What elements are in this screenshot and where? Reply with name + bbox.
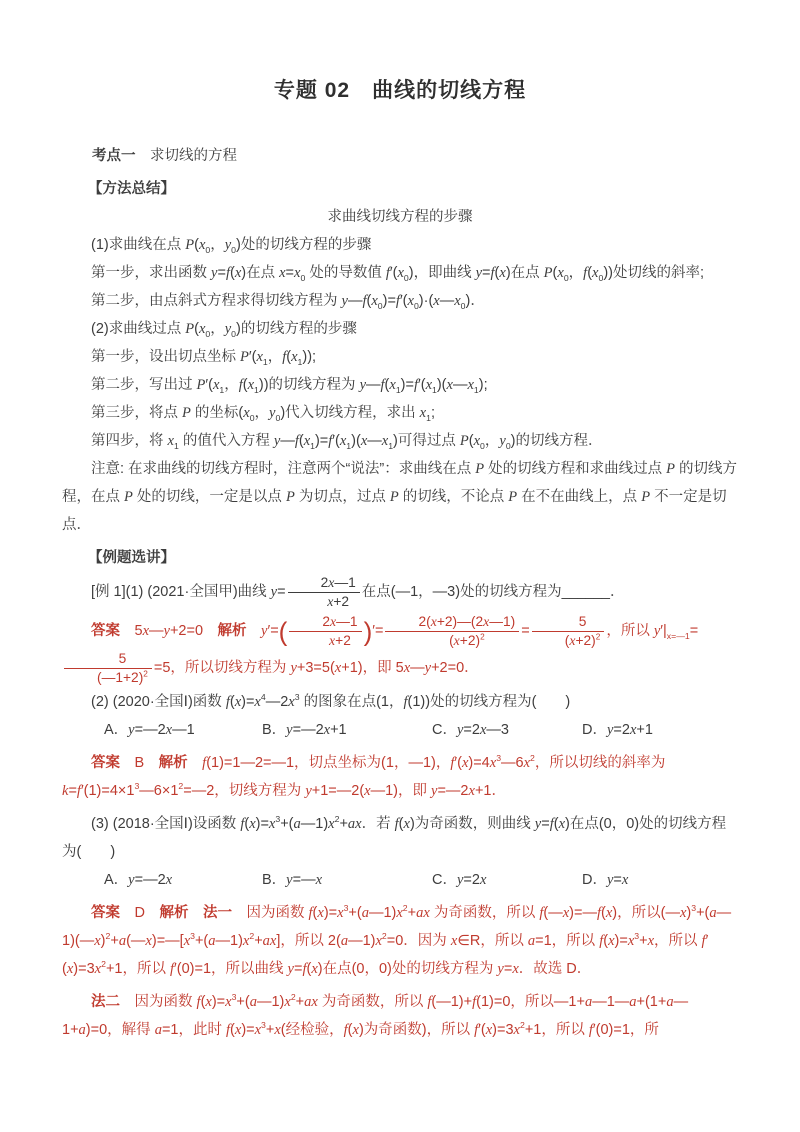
option-a: A．y=—2x	[104, 872, 173, 889]
option-c: C．y=2x	[432, 872, 487, 889]
paragraph-step2-second: 第二步，写出过 $P'(x_1$，$f(x_1)$)的切线方程为 $y—f(x_1)=f'(x_1)(x—x_1)$;	[91, 377, 488, 395]
paragraph-step-intro-2: (2)求曲线过点 $P(x_0$，$y_0$)的切线方程的步骤	[91, 321, 357, 339]
steps-title: 求曲线切线方程的步骤	[327, 209, 473, 225]
section-heading-kaodian: 考点一 求切线的方程	[92, 148, 237, 164]
option-c: C．y=2x—3	[432, 722, 509, 739]
example3-answer-method1: 答案 D 解析 法一 因为函数 $f(x)=x^3+(a—1)x^2+ax$ 为奇函数，所以 f(—x)=—f(x)，所以$(—x)^3+(a—1)(—x)^2+a(—x)=—[x^3+(a—1)x^2+ax]$，所以 $2(a—1)x^2=0$．因为 x∈R，所以 a=1，所以 $f(x)=x^3+x$，所以 $f'(x)=3x^2+1$，所以 f′(0)=1，所以曲线 y=f(x)在点(0，0)处的切线方程为 y=x．故选 D．	[62, 903, 732, 978]
page-title: 专题 02 曲线的切线方程	[273, 79, 527, 102]
example2-question: (2) (2020·全国Ⅰ)函数 $f(x)=x^4—2x^3$ 的图象在点(1，f(1))处的切线方程为( )	[91, 692, 571, 711]
paragraph-step2-third: 第三步，将点 P 的坐标($x_0$，$y_0$)代入切线方程，求出 $x_1$;	[91, 405, 435, 423]
paragraph-step-intro-1: (1)求曲线在点 $P(x_0$，$y_0$)处的切线方程的步骤	[91, 237, 372, 255]
option-b: B．y=—x	[262, 872, 323, 889]
example1-question: [例 1](1) (2021·全国甲)曲线 y= $\frac{2x—1}{x+2}$ 在点(—1，—3)处的切线方程为______．	[91, 575, 625, 609]
paragraph-note: 注意: 在求曲线的切线方程时，注意两个“说法”：求曲线在点 P 处的切线方程和求曲线过点 P 的切线方程，在点 P 处的切线，一定是以点 P 为切点，过点 P 的切线，不论点 P 在不在曲线上，点 P 不一定是切点．	[62, 461, 738, 533]
option-a: A．y=—2x—1	[104, 722, 195, 739]
example2-options	[62, 716, 738, 744]
paragraph-step2-first: 第一步，设出切点坐标 $P'(x_1$，$f(x_1)$);	[91, 349, 317, 367]
paragraph-step2-fourth: 第四步，将 $x_1$ 的值代入方程 $y—f(x_1)=f'(x_1)(x—x_1)$可得过点 $P(x_0$，$y_0$)的切线方程．	[91, 433, 603, 451]
option-d: D．y=x	[582, 872, 629, 889]
paragraph-step1-first: 第一步，求出函数 y=f(x)在点 $x=x_0$ 处的导数值 $f'(x_0)$，即曲线 y=f(x)在点 $P(x_0$，$f(x_0)$)处切线的斜率;	[91, 265, 704, 283]
method-summary-label: 【方法总结】	[88, 181, 175, 197]
example2-answer: 答案 B 解析 f(1)=1—2=—1，切点坐标为(1，—1)，$f'(x)=4x^3—6x^2$，所以切线的斜率为 $k=f'(1)=4\times 1^3—6\times 1^2=—2$，切线方程为 y+1=—2(x—1)，即 y=—2x+1．	[62, 753, 666, 800]
option-b: B．y=—2x+1	[262, 722, 347, 739]
option-d: D．y=2x+1	[582, 722, 653, 739]
paragraph-step1-second: 第二步，由点斜式方程求得切线方程为 $y—f(x_0)=f'(x_0)\cdot(x—x_0)$．	[91, 293, 485, 311]
example1-answer: 答案 5x—y+2=0 解析 y′=( $\frac{2x—1}{x+2}$ )′= $\frac{2(x+2)—(2x—1)}{(x+2)^2}$ = $\frac{5}{(x+2)^2}$ ，所以 $y'|_{x=—1}=$ $\frac{5}{(—1+2)^2}$ =5，所以切线方程为 y+3=5(x+1)，即 5x—y+2=0．	[62, 613, 738, 687]
examples-label: 【例题选讲】	[88, 550, 175, 566]
example3-options	[62, 866, 738, 894]
example3-question: (3) (2018·全国Ⅰ)设函数 $f(x)=x^3+(a—1)x^2+ax$．若 f(x)为奇函数，则曲线 y=f(x)在点(0，0)处的切线方程为( )	[62, 814, 727, 861]
example3-answer-method2: 法二 因为函数 $f(x)=x^3+(a—1)x^2+ax$ 为奇函数，所以 f(—1)+f(1)=0，所以—1+a—1—a+(1+a—1+a)=0，解得 a=1，此时 $f(x)=x^3+x$(经检验，f(x)为奇函数)，所以 $f'(x)=3x^2+1$，所以 f′(0)=1，所	[62, 992, 689, 1039]
